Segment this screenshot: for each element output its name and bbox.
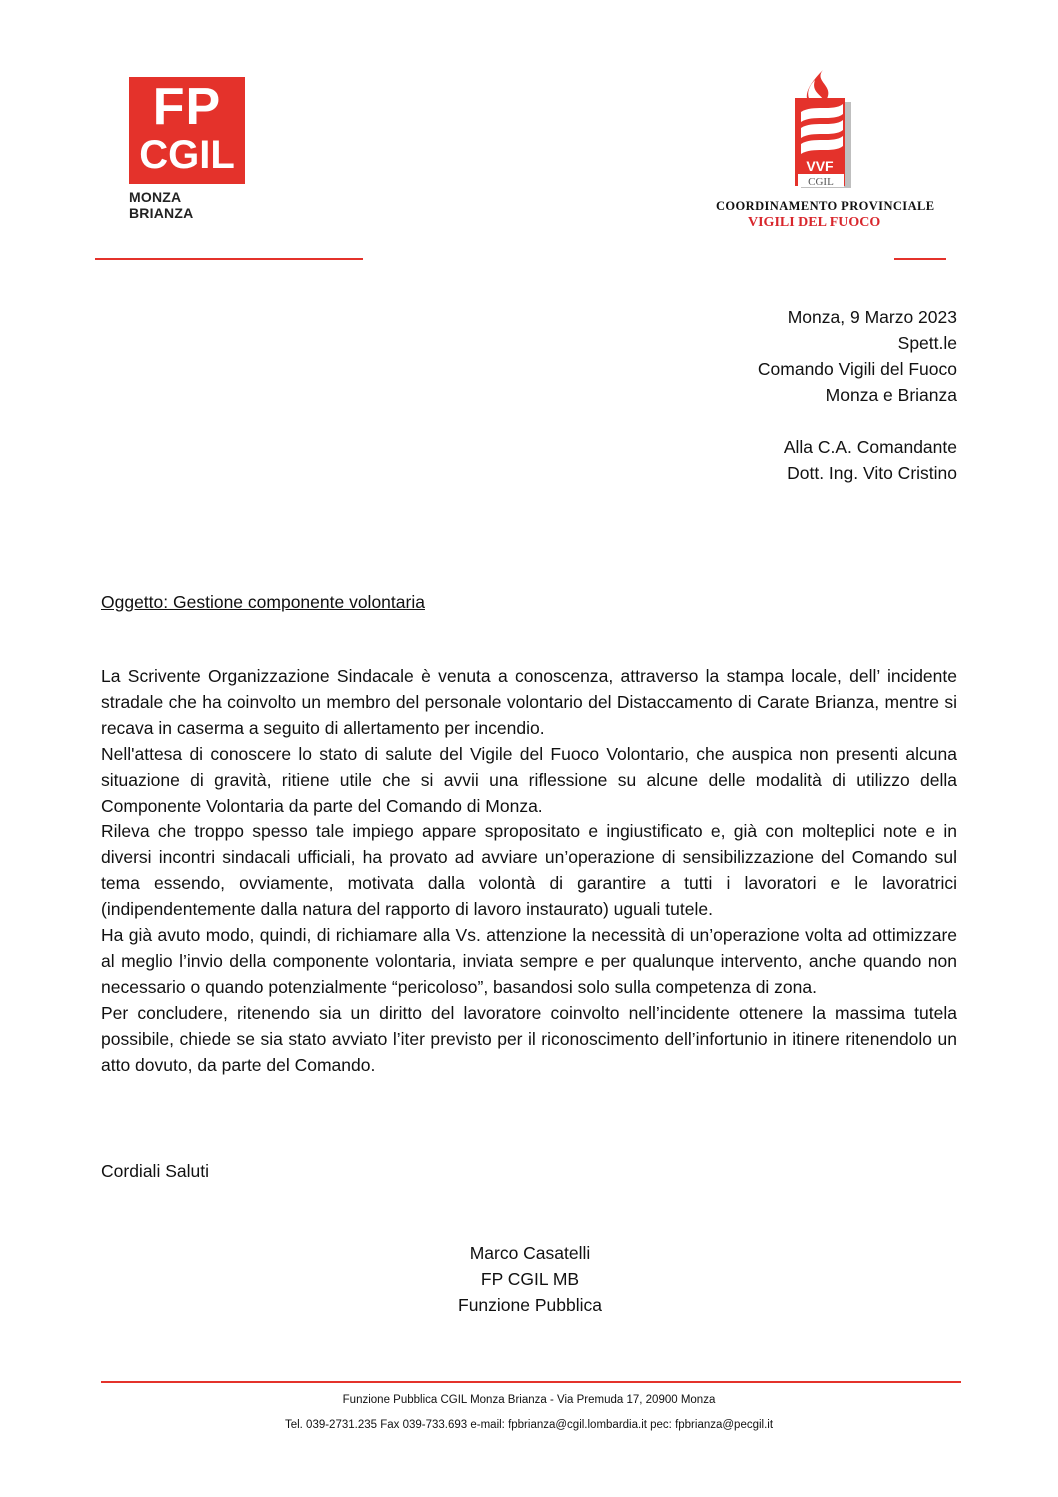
recipient-line: Comando Vigili del Fuoco: [757, 359, 957, 379]
coordination-title: COORDINAMENTO PROVINCIALE: [716, 199, 935, 213]
vvf-mark-sub: CGIL: [808, 176, 834, 188]
fp-cgil-logo: [129, 77, 245, 184]
letter-subject: Oggetto: Gestione componente volontaria: [101, 592, 425, 612]
signature-dept: Funzione Pubblica: [458, 1295, 602, 1315]
header-rule-left: [95, 258, 363, 260]
body-paragraph: Per concludere, ritenendo sia un diritto del lavoratore coinvolto nell’incidente ottenere la massima tutela possibile, chiede se sia stato avviato l’iter previsto per il riconoscimento dell’infortunio in itinere ritenendolo un atto dovuto, da parte del Comando.: [101, 1002, 957, 1075]
footer-rule: [101, 1381, 961, 1383]
header-rule-right: [894, 258, 946, 260]
recipient-line: Monza e Brianza: [825, 385, 957, 405]
attention-line: Dott. Ing. Vito Cristino: [787, 463, 957, 483]
body-paragraph: Nell'attesa di conoscere lo stato di salute del Vigile del Fuoco Volontario, che auspica non presenti alcuna situazione di gravità, ritiene utile che si avvii una riflessione su alcune delle modalità di utilizzo della Componente Volontaria da parte del Comando di Monza.: [101, 743, 957, 816]
letter-body: [101, 664, 957, 1079]
signature-name: Marco Casatelli: [469, 1243, 591, 1263]
body-paragraph: La Scrivente Organizzazione Sindacale è venuta a conoscenza, attraverso la stampa locale, dell’ incidente stradale che ha coinvolto un membro del personale volontario del Distaccamento di Carate Brianza, mentre si recava in caserma a seguito di allertamento per incendio.: [101, 666, 957, 738]
attention-line: Alla C.A. Comandante: [783, 437, 957, 457]
logo-subtitle: MONZA BRIANZA: [129, 189, 194, 221]
letter-closing: Cordiali Saluti: [101, 1161, 209, 1181]
flame-icon: [793, 68, 853, 190]
vvf-cgil-logo: [793, 68, 853, 190]
footer-contacts: Tel. 039-2731.235 Fax 039-733.693 e-mail: fpbrianza@cgil.lombardia.it pec: fpbrianza@pecgil.it: [284, 1419, 774, 1431]
logo-cgil-text: CGIL: [139, 133, 235, 177]
signature-org: FP CGIL MB: [480, 1269, 580, 1289]
signature-block: [430, 1240, 630, 1318]
body-paragraph: Ha già avuto modo, quindi, di richiamare alla Vs. attenzione la necessità di un’operazione volta ad ottimizzare al meglio l’invio della componente volontaria, inviata sempre e per qualunque intervento, anche quando non necessario o quando potenzialmente “pericoloso”, basandosi solo sulla competenza di zona.: [101, 925, 957, 997]
vvf-mark-text: VVF: [806, 158, 834, 174]
footer-address: Funzione Pubblica CGIL Monza Brianza - Via Premuda 17, 20900 Monza: [342, 1394, 716, 1406]
body-paragraph: Rileva che troppo spesso tale impiego appare spropositato e ingiustificato e, già con molteplici note e in diversi incontri sindacali ufficiali, ha provato ad avviare un’operazione di sensibilizzazione del Comando sul tema essendo, ovviamente, motivata dalla volontà di garantire a tutti i lavoratori e le lavoratrici (indipendentemente dalla natura del rapporto di lavoro instaurato) uguali tutele.: [101, 821, 957, 920]
letter-date: Monza, 9 Marzo 2023: [787, 307, 957, 327]
recipient-line: Spett.le: [897, 333, 957, 353]
coordination-subtitle: VIGILI DEL FUOCO: [748, 215, 881, 230]
logo-fp-text: FP: [152, 78, 222, 136]
